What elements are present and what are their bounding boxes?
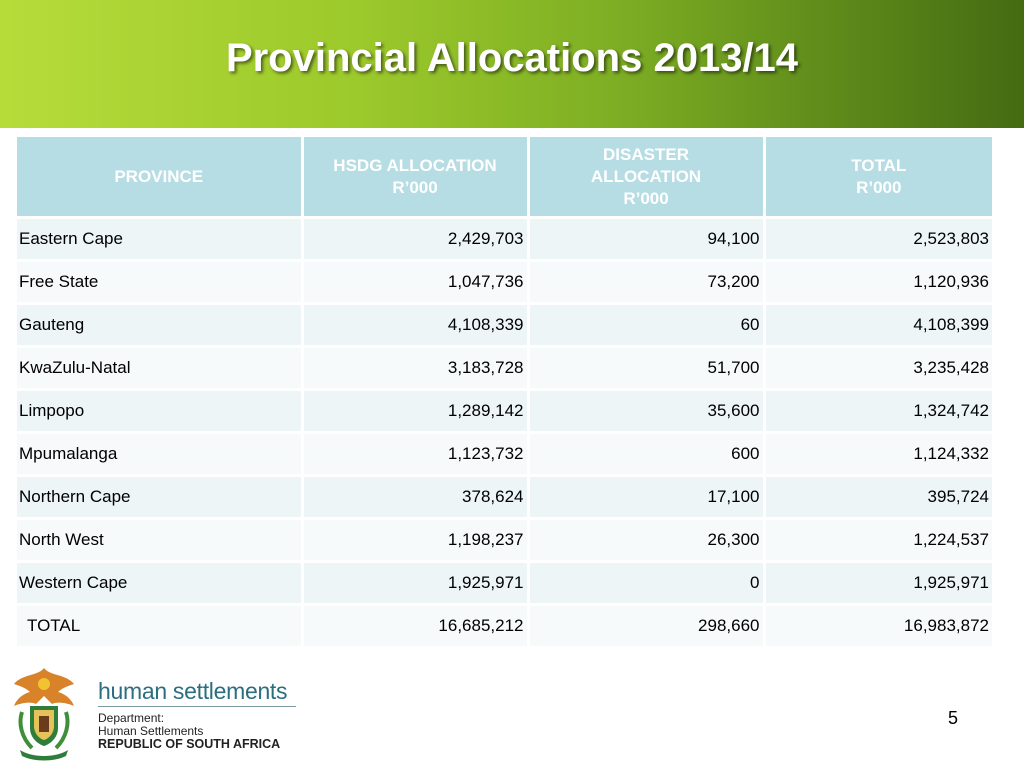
- department-name: Human Settlements: [98, 724, 204, 738]
- grand-total-cell: 16,983,872: [764, 605, 992, 648]
- department-brand: human settlements: [98, 678, 288, 704]
- table-row: [17, 519, 992, 562]
- allocations-table: [17, 137, 992, 649]
- header-hsdg-allocation: HSDG ALLOCATION R’000: [302, 137, 528, 218]
- table-row: [17, 261, 992, 304]
- disaster-cell: 17,100: [528, 476, 764, 519]
- total-row: [17, 605, 992, 648]
- country-name: REPUBLIC OF SOUTH AFRICA: [98, 737, 281, 751]
- page-number: 5: [948, 708, 959, 728]
- total-cell: 1,224,537: [764, 519, 992, 562]
- disaster-cell: 600: [528, 433, 764, 476]
- hsdg-cell: 378,624: [302, 476, 528, 519]
- table-header-row: [17, 137, 992, 218]
- header-total: TOTAL R’000: [764, 137, 992, 218]
- disaster-cell: 94,100: [528, 218, 764, 261]
- header-province: PROVINCE: [17, 137, 302, 218]
- total-cell: 395,724: [764, 476, 992, 519]
- province-cell: Gauteng: [17, 304, 302, 347]
- province-cell: Eastern Cape: [17, 218, 302, 261]
- hsdg-cell: 3,183,728: [302, 347, 528, 390]
- table-row: [17, 476, 992, 519]
- total-cell: 2,523,803: [764, 218, 992, 261]
- province-cell: Mpumalanga: [17, 433, 302, 476]
- total-cell: 1,925,971: [764, 562, 992, 605]
- title-banner: [0, 0, 1024, 128]
- table-row: [17, 433, 992, 476]
- province-cell: Free State: [17, 261, 302, 304]
- table-row: [17, 304, 992, 347]
- province-cell: Western Cape: [17, 562, 302, 605]
- hsdg-cell: 4,108,339: [302, 304, 528, 347]
- table-row: [17, 390, 992, 433]
- province-cell: Northern Cape: [17, 476, 302, 519]
- province-cell: KwaZulu-Natal: [17, 347, 302, 390]
- disaster-cell: 73,200: [528, 261, 764, 304]
- table-row: [17, 218, 992, 261]
- disaster-cell: 35,600: [528, 390, 764, 433]
- header-disaster-allocation: DISASTER ALLOCATION R’000: [528, 137, 764, 218]
- brand-divider: [98, 706, 296, 707]
- total-cell: 3,235,428: [764, 347, 992, 390]
- disaster-cell: 51,700: [528, 347, 764, 390]
- disaster-total-cell: 298,660: [528, 605, 764, 648]
- hsdg-cell: 1,198,237: [302, 519, 528, 562]
- total-cell: 1,124,332: [764, 433, 992, 476]
- hsdg-cell: 1,289,142: [302, 390, 528, 433]
- hsdg-cell: 1,925,971: [302, 562, 528, 605]
- disaster-cell: 60: [528, 304, 764, 347]
- slide-title: Provincial Allocations 2013/14: [225, 36, 799, 80]
- coat-of-arms-icon: [8, 662, 80, 762]
- hsdg-cell: 1,047,736: [302, 261, 528, 304]
- total-cell: 1,324,742: [764, 390, 992, 433]
- disaster-cell: 0: [528, 562, 764, 605]
- table-row: [17, 562, 992, 605]
- hsdg-cell: 1,123,732: [302, 433, 528, 476]
- total-cell: 4,108,399: [764, 304, 992, 347]
- province-cell: North West: [17, 519, 302, 562]
- total-label-cell: TOTAL: [17, 605, 302, 648]
- province-cell: Limpopo: [17, 390, 302, 433]
- department-label: Department:: [98, 711, 165, 725]
- hsdg-total-cell: 16,685,212: [302, 605, 528, 648]
- disaster-cell: 26,300: [528, 519, 764, 562]
- table-row: [17, 347, 992, 390]
- total-cell: 1,120,936: [764, 261, 992, 304]
- hsdg-cell: 2,429,703: [302, 218, 528, 261]
